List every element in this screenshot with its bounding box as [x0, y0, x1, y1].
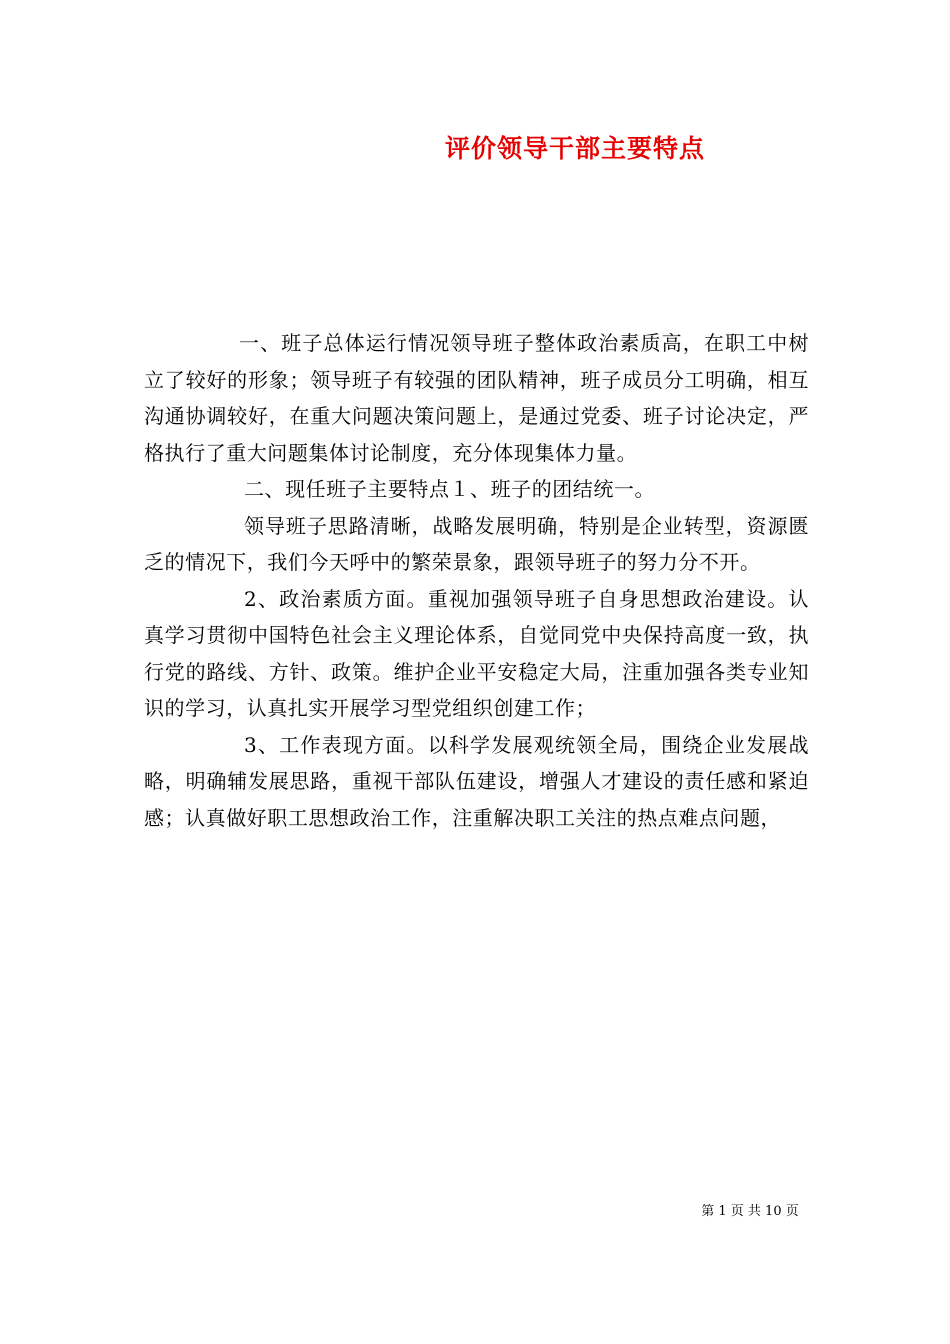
paragraph: 领导班子思路清晰，战略发展明确，特别是企业转型，资源匮乏的情况下，我们今天呼中的繁荣景象，跟领导班子的努力分不开。 [144, 513, 809, 574]
paragraph: 二、现任班子主要特点１、班子的团结统一。 [244, 477, 655, 501]
document-body [144, 325, 809, 836]
paragraph: 3、工作表现方面。以科学发展观统领全局，围绕企业发展战略，明确辅发展思路，重视干部队伍建设，增强人才建设的责任感和紧迫感；认真做好职工思想政治工作，注重解决职工关注的热点难点问题， [144, 732, 809, 830]
page-number-footer: 第 1 页 共 10 页 [701, 1204, 799, 1219]
paragraph: 2、政治素质方面。重视加强领导班子自身思想政治建设。认真学习贯彻中国特色社会主义理论体系，自觉同党中央保持高度一致，执行党的路线、方针、政策。维护企业平安稳定大局，注重加强各类专业知识的学习，认真扎实开展学习型党组织创建工作； [144, 586, 809, 720]
paragraph: 一、班子总体运行情况领导班子整体政治素质高，在职工中树立了较好的形象；领导班子有较强的团队精神，班子成员分工明确，相互沟通协调较好，在重大问题决策问题上，是通过党委、班子讨论决定，严格执行了重大问题集体讨论制度，充分体现集体力量。 [144, 331, 809, 465]
document-title: 评价领导干部主要特点 [444, 134, 705, 163]
